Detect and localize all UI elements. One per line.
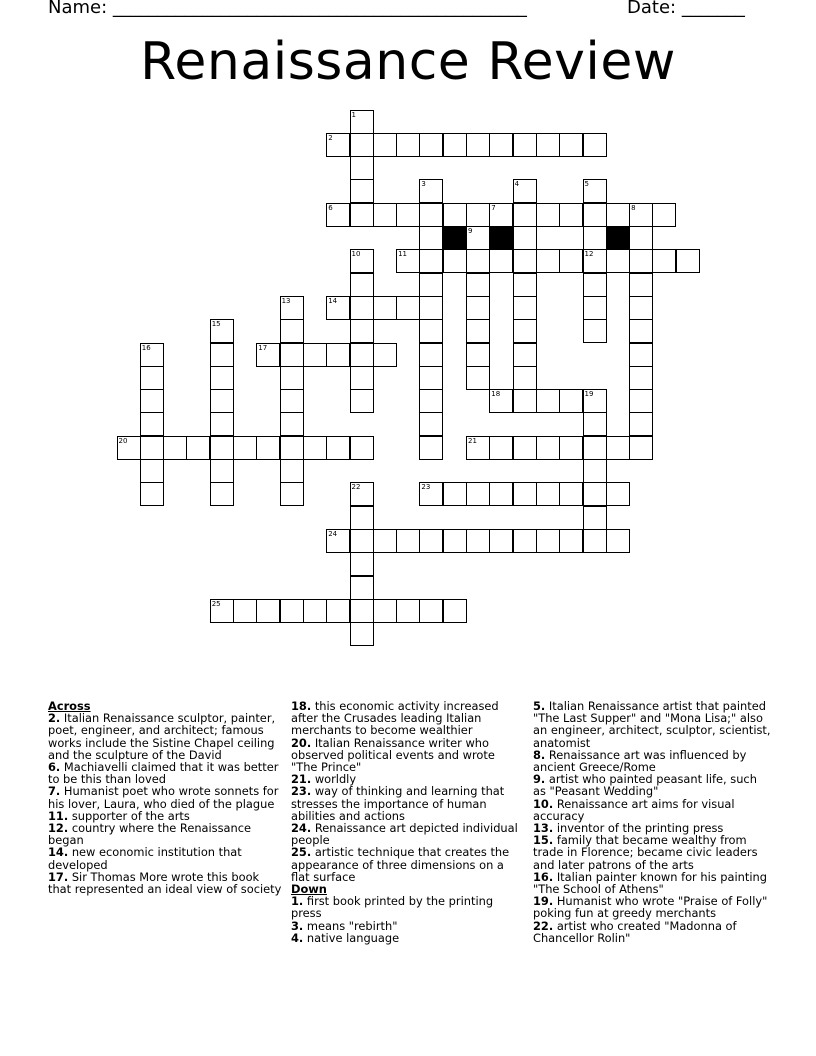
grid-cell[interactable] [466,296,490,320]
grid-cell[interactable] [210,436,234,460]
clue-down-3: 3. means "rebirth" [291,918,398,933]
grid-cell[interactable] [210,482,234,506]
grid-cell[interactable] [466,273,490,297]
clues-column-3 [533,700,773,944]
grid-cell[interactable] [419,343,443,367]
grid-cell[interactable] [513,366,537,390]
black-square [606,226,630,250]
name-label: Name: [48,0,113,18]
grid-cell[interactable] [489,249,513,273]
grid-cell[interactable] [140,482,164,506]
grid-cell[interactable] [559,203,583,227]
grid-cell[interactable] [536,529,560,553]
black-square [443,226,467,250]
grid-cell[interactable] [466,529,490,553]
clue-across-14: 14. new economic institution that developed [48,845,242,872]
grid-cell[interactable] [559,482,583,506]
grid-cell[interactable] [350,156,374,180]
grid-cell[interactable] [326,436,350,460]
black-square [489,226,513,250]
clue-across-21: 21. worldly [291,772,357,787]
grid-cell[interactable] [280,436,304,460]
grid-cell[interactable] [280,412,304,436]
clue-across-17: 17. Sir Thomas More wrote this book that represented an ideal view of society [48,869,282,897]
grid-cell[interactable] [489,133,513,157]
grid-cell[interactable] [513,296,537,320]
clue-down-19: 19. Humanist who wrote "Praise of Folly" poking fun at greedy merchants [533,894,768,921]
grid-cell[interactable] [419,412,443,436]
clue-across-6: 6. Machiavelli claimed that it was better to be this than loved [48,760,279,787]
grid-cell[interactable] [256,343,280,367]
grid-cell[interactable] [489,389,513,413]
grid-cell[interactable] [140,459,164,483]
date-label: Date: [627,0,682,18]
grid-cell[interactable] [350,529,374,553]
grid-cell[interactable] [676,249,700,273]
grid-cell[interactable] [629,203,653,227]
grid-cell[interactable] [350,133,374,157]
grid-cell[interactable] [350,482,374,506]
grid-cell[interactable] [280,296,304,320]
clue-down-5: 5. Italian Renaissance artist that painted "The Last Supper" and "Mona Lisa;" also an engineer, architect, sculptor, scientist, anatomist [533,699,771,750]
grid-cell[interactable] [583,133,607,157]
grid-cell[interactable] [280,459,304,483]
clue-number: 13 [281,296,291,305]
grid-cell[interactable] [303,343,327,367]
grid-cell[interactable] [652,203,676,227]
grid-cell[interactable] [419,482,443,506]
clue-down-13: 13. inventor of the printing press [533,821,724,836]
clue-number: 3 [421,180,426,189]
grid-cell[interactable] [350,599,374,623]
grid-cell[interactable] [280,389,304,413]
clue-down-8: 8. Renaissance art was influenced by ancient Greece/Rome [533,747,747,775]
date-line: _______ [681,0,745,18]
grid-cell[interactable] [233,599,257,623]
down-heading: Down [291,882,327,897]
grid-cell[interactable] [303,599,327,623]
grid-cell[interactable] [210,412,234,436]
clue-number: 7 [491,203,496,212]
grid-cell[interactable] [606,436,630,460]
grid-cell[interactable] [419,319,443,343]
grid-cell[interactable] [396,599,420,623]
grid-cell[interactable] [396,133,420,157]
grid-cell[interactable] [140,366,164,390]
grid-cell[interactable] [326,133,350,157]
grid-cell[interactable] [466,436,490,460]
grid-cell[interactable] [583,506,607,530]
grid-cell[interactable] [419,296,443,320]
grid-cell[interactable] [629,412,653,436]
grid-cell[interactable] [140,412,164,436]
grid-cell[interactable] [583,459,607,483]
grid-cell[interactable] [513,226,537,250]
grid-cell[interactable] [419,366,443,390]
grid-cell[interactable] [606,249,630,273]
grid-cell[interactable] [583,249,607,273]
grid-cell[interactable] [419,133,443,157]
grid-cell[interactable] [583,179,607,203]
grid-cell[interactable] [559,133,583,157]
clue-across-12: 12. country where the Renaissance began [48,821,252,848]
grid-cell[interactable] [419,179,443,203]
grid-cell[interactable] [373,133,397,157]
grid-cell[interactable] [629,389,653,413]
grid-cell[interactable] [350,622,374,646]
grid-cell[interactable] [210,599,234,623]
grid-cell[interactable] [419,249,443,273]
grid-cell[interactable] [513,482,537,506]
grid-cell[interactable] [350,366,374,390]
grid-cell[interactable] [489,529,513,553]
grid-cell[interactable] [513,436,537,460]
grid-cell[interactable] [350,179,374,203]
clue-number: 24 [328,529,338,538]
grid-cell[interactable] [583,389,607,413]
clue-number: 11 [398,250,408,259]
grid-cell[interactable] [256,599,280,623]
grid-cell[interactable] [350,576,374,600]
grid-cell[interactable] [350,296,374,320]
grid-cell[interactable] [513,529,537,553]
grid-cell[interactable] [210,459,234,483]
grid-cell[interactable] [443,529,467,553]
clue-down-22: 22. artist who created "Madonna of Chancellor Rolin" [533,918,737,945]
grid-cell[interactable] [419,599,443,623]
grid-cell[interactable] [350,203,374,227]
grid-cell[interactable] [419,529,443,553]
grid-cell[interactable] [256,436,280,460]
clue-number: 17 [258,343,268,352]
across-heading: Across [48,699,91,713]
clue-number: 15 [211,320,221,329]
clue-across-20: 20. Italian Renaissance writer who observed political events and wrote "The Prince" [291,735,495,775]
grid-cell[interactable] [210,319,234,343]
grid-cell[interactable] [373,529,397,553]
grid-cell[interactable] [350,436,374,460]
grid-cell[interactable] [419,203,443,227]
grid-cell[interactable] [513,133,537,157]
grid-cell[interactable] [326,599,350,623]
grid-cell[interactable] [443,133,467,157]
grid-cell[interactable] [513,249,537,273]
grid-cell[interactable] [489,203,513,227]
grid-cell[interactable] [396,203,420,227]
grid-cell[interactable] [536,203,560,227]
name-line: ______________________________________________ [112,0,527,18]
grid-cell[interactable] [513,203,537,227]
grid-cell[interactable] [629,249,653,273]
grid-cell[interactable] [140,436,164,460]
grid-cell[interactable] [280,319,304,343]
grid-cell[interactable] [280,343,304,367]
grid-cell[interactable] [513,343,537,367]
clue-number: 5 [584,180,589,189]
grid-cell[interactable] [606,529,630,553]
clue-number: 25 [211,599,221,608]
grid-cell[interactable] [583,319,607,343]
grid-cell[interactable] [466,203,490,227]
grid-cell[interactable] [536,482,560,506]
clues-column-1 [48,700,284,895]
grid-cell[interactable] [583,226,607,250]
grid-cell[interactable] [536,436,560,460]
clue-number: 14 [328,296,338,305]
grid-cell[interactable] [210,366,234,390]
grid-cell[interactable] [466,249,490,273]
clue-number: 22 [351,483,361,492]
grid-cell[interactable] [326,529,350,553]
grid-cell[interactable] [140,389,164,413]
grid-cell[interactable] [629,273,653,297]
grid-cell[interactable] [210,343,234,367]
grid-cell[interactable] [489,436,513,460]
grid-cell[interactable] [280,599,304,623]
grid-cell[interactable] [350,506,374,530]
grid-cell[interactable] [419,273,443,297]
clue-number: 10 [351,250,361,259]
grid-cell[interactable] [326,296,350,320]
clue-number: 16 [141,343,151,352]
grid-cell[interactable] [513,179,537,203]
grid-cell[interactable] [443,482,467,506]
grid-cell[interactable] [583,412,607,436]
clue-number: 1 [351,110,356,119]
grid-cell[interactable] [629,436,653,460]
clue-number: 6 [328,203,333,212]
grid-cell[interactable] [536,133,560,157]
grid-cell[interactable] [513,273,537,297]
grid-cell[interactable] [583,482,607,506]
clue-across-25: 25. artistic technique that creates the appearance of three dimensions on a flat surface [291,845,510,884]
grid-cell[interactable] [419,226,443,250]
grid-cell[interactable] [186,436,210,460]
clue-across-11: 11. supporter of the arts [48,808,190,823]
grid-cell[interactable] [583,203,607,227]
grid-cell[interactable] [350,319,374,343]
clue-number: 12 [584,250,594,259]
grid-cell[interactable] [606,482,630,506]
grid-cell[interactable] [303,436,327,460]
clue-across-24: 24. Renaissance art depicted individual people [291,821,518,848]
grid-cell[interactable] [373,296,397,320]
grid-cell[interactable] [583,529,607,553]
grid-cell[interactable] [443,599,467,623]
clue-number: 21 [468,436,477,445]
grid-cell[interactable] [210,389,234,413]
grid-cell[interactable] [536,249,560,273]
grid-cell[interactable] [140,343,164,367]
grid-cell[interactable] [350,343,374,367]
grid-cell[interactable] [489,482,513,506]
grid-cell[interactable] [326,343,350,367]
clue-number: 23 [421,483,431,492]
grid-cell[interactable] [629,366,653,390]
grid-cell[interactable] [396,249,420,273]
clue-down-16: 16. Italian painter known for his painting "The School of Athens" [533,869,767,897]
grid-cell[interactable] [373,599,397,623]
grid-cell[interactable] [117,436,141,460]
grid-cell[interactable] [419,389,443,413]
clue-down-1: 1. first book printed by the printing press [291,894,494,921]
clue-number: 19 [584,390,594,399]
grid-cell[interactable] [629,296,653,320]
grid-cell[interactable] [652,249,676,273]
clue-across-23: 23. way of thinking and learning that stresses the importance of human abilities and actions [291,784,505,823]
grid-cell[interactable] [513,319,537,343]
clue-down-15: 15. family that became wealthy from trade in Florence; became civic leaders and later patrons of the arts [533,833,758,872]
grid-cell[interactable] [373,343,397,367]
grid-cell[interactable] [466,366,490,390]
grid-cell[interactable] [466,133,490,157]
clue-across-18: 18. this economic activity increased after the Crusades leading Italian merchants to become wealthier [291,699,499,738]
grid-cell[interactable] [559,249,583,273]
clues-column-2 [291,700,523,944]
grid-cell[interactable] [559,436,583,460]
clue-across-7: 7. Humanist poet who wrote sonnets for his lover, Laura, who died of the plague [48,784,279,811]
grid-cell[interactable] [559,389,583,413]
grid-cell[interactable] [280,366,304,390]
grid-cell[interactable] [536,389,560,413]
grid-cell[interactable] [350,552,374,576]
grid-cell[interactable] [396,529,420,553]
grid-cell[interactable] [513,389,537,413]
grid-cell[interactable] [443,203,467,227]
grid-cell[interactable] [373,203,397,227]
grid-cell[interactable] [583,273,607,297]
page-title: Renaissance Review [140,32,676,92]
grid-cell[interactable] [419,436,443,460]
grid-cell[interactable] [583,296,607,320]
grid-cell[interactable] [350,389,374,413]
grid-cell[interactable] [280,482,304,506]
clue-across-2: 2. Italian Renaissance sculptor, painter, poet, engineer, and architect; famous works include the Sistine Chapel ceiling and the sculpture of the David [48,711,276,762]
clue-number: 18 [491,390,501,399]
grid-cell[interactable] [466,226,490,250]
grid-cell[interactable] [629,226,653,250]
clue-down-10: 10. Renaissance art aims for visual accuracy [533,796,735,823]
clue-down-9: 9. artist who painted peasant life, such as "Peasant Wedding" [533,772,757,799]
grid-cell[interactable] [466,319,490,343]
grid-cell[interactable] [629,343,653,367]
grid-cell[interactable] [629,319,653,343]
grid-cell[interactable] [163,436,187,460]
clue-number: 9 [468,227,473,235]
grid-cell[interactable] [559,529,583,553]
grid-cell[interactable] [466,482,490,506]
grid-cell[interactable] [466,343,490,367]
grid-cell[interactable] [606,203,630,227]
grid-cell[interactable] [233,436,257,460]
clue-number: 2 [328,133,333,142]
grid-cell[interactable] [350,273,374,297]
grid-cell[interactable] [443,249,467,273]
grid-cell[interactable] [350,110,374,134]
grid-cell[interactable] [350,249,374,273]
clue-number: 4 [514,180,520,189]
clue-down-4: 4. native language [291,930,400,945]
grid-cell[interactable] [583,436,607,460]
grid-cell[interactable] [396,296,420,320]
clue-number: 20 [118,436,128,445]
grid-cell[interactable] [326,203,350,227]
clue-number: 8 [631,203,636,212]
